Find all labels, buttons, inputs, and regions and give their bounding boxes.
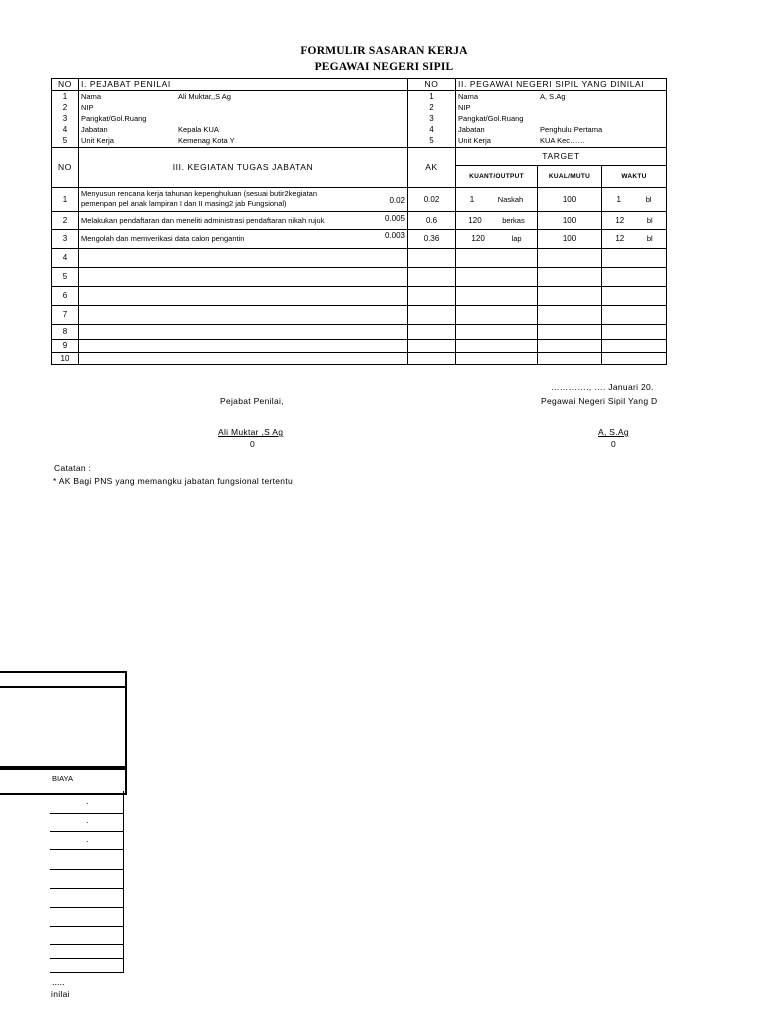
identity-row [52,113,667,124]
left-no: 2 [52,102,79,113]
right-no: 2 [408,102,456,113]
task-ak: 0.36 [408,229,456,248]
identity-row [52,91,667,103]
task-header-row [52,147,667,165]
task-row [52,211,667,229]
pns-dinilai-name: A, S.Ag [598,427,629,437]
identity-row [52,135,667,147]
task-no: 7 [52,305,79,324]
task-description: Melakukan pendaftaran dan meneliti administrasi pendaftaran nikah rujuk [81,215,325,225]
task-unit-ak: 0.02 [389,196,406,205]
task-waktu: 1 [616,194,621,204]
biaya-dot: . [86,834,89,844]
biaya-header: BIAYA [52,774,73,783]
task-no: 2 [52,211,79,229]
task-row-empty [52,339,667,352]
task-qty: 120 [468,215,482,225]
right-label: Pangkat/Gol.Ruang [458,114,524,123]
left-no: 3 [52,113,79,124]
form-title: FORMULIR SASARAN KERJA [300,45,468,57]
right-label: Unit Kerja [458,136,491,146]
identity-row [52,102,667,113]
task-no: 4 [52,248,79,267]
task-row-empty [52,305,667,324]
left-no: 4 [52,124,79,135]
fragment-body-box [0,686,127,768]
task-waktu: 12 [615,215,625,225]
pns-dinilai-role: Pegawai Negeri Sipil Yang D [541,396,658,406]
task-row-empty [52,248,667,267]
task-no: 1 [52,187,79,211]
task-waktu-unit: bl [645,194,652,204]
fragment-dinilai: inilai [51,989,70,999]
task-no: 10 [52,352,79,364]
right-label: Jabatan [458,125,485,134]
task-description: Mengolah dan memverikasi data calon pengantin [81,234,245,243]
left-no: 5 [52,135,79,147]
right-value: Penghulu Pertama [540,125,603,134]
left-label: Pangkat/Gol.Ruang [81,114,147,123]
signature-date: …………., …. Januari 20. [551,382,654,392]
left-value: Kepala KUA [178,125,219,134]
task-qty-unit: berkas [502,215,525,225]
task-no: 9 [52,339,79,352]
task-no: 5 [52,267,79,286]
task-no: 6 [52,286,79,305]
task-header-target: TARGET [456,147,667,165]
task-description-cont: pemenpan pel anak lampiran I dan II masing2 jab Fungsional) [81,199,287,208]
task-row-empty [52,267,667,286]
left-no: 1 [52,91,79,103]
sasaran-kerja-table [51,78,667,365]
task-row [52,187,667,211]
task-unit-ak: 0.005 [384,213,406,223]
notes-line: * AK Bagi PNS yang memangku jabatan fungsional tertentu [53,476,294,486]
form-subtitle: PEGAWAI NEGERI SIPIL [314,61,454,73]
header-no-right: NO [408,79,456,91]
task-ak: 0.6 [408,211,456,229]
task-mutu: 100 [538,211,602,229]
right-no: 5 [408,135,456,147]
left-value: Ali Muktar,,S Ag [178,92,231,101]
pns-dinilai-nip: 0 [611,439,617,449]
fragment-dots: ..... [52,977,65,987]
header-pejabat-penilai: I. PEJABAT PENILAI [79,79,408,91]
header-no-left: NO [52,79,79,91]
pejabat-penilai-nip: 0 [250,439,256,449]
task-qty-unit: Naskah [497,194,524,204]
header-row [52,79,667,91]
task-row-empty [52,286,667,305]
pejabat-penilai-role: Pejabat Penilai, [220,396,284,406]
task-row-empty [52,352,667,364]
task-unit-ak: 0.003 [384,231,406,240]
task-mutu: 100 [538,187,602,211]
task-header-ak: AK [408,147,456,187]
task-qty: 1 [469,194,475,204]
task-no: 3 [52,229,79,248]
left-label: Nama [81,92,102,101]
target-kual-mutu: KUAL/MUTU [538,165,602,187]
left-label: Unit Kerja [81,136,114,146]
task-header-no: NO [52,147,79,187]
header-pns-dinilai: II. PEGAWAI NEGERI SIPIL YANG DINILAI [456,79,667,91]
task-qty-unit: lap [511,234,522,243]
task-row [52,229,667,248]
task-no: 8 [52,324,79,339]
left-label: NIP [81,103,94,112]
left-label: Jabatan [81,125,108,134]
target-waktu: WAKTU [602,165,667,187]
right-value: KUA Kec…… [540,136,586,146]
task-row-empty [52,324,667,339]
identity-row [52,124,667,135]
target-kuant-output: KUANT/OUTPUT [456,165,538,187]
right-no: 3 [408,113,456,124]
task-qty: 120 [471,234,485,243]
biaya-dot: . [86,796,89,806]
task-waktu: 12 [615,234,625,243]
right-value: A, S.Ag [540,92,566,101]
task-ak: 0.02 [408,187,456,211]
left-value: Kemenag Kota Y [178,136,235,146]
right-label: NIP [458,103,471,112]
task-waktu-unit: bl [646,215,653,225]
task-description: Menyusun rencana kerja tahunan kepenghuluan (sesuai butir2kegiatan [81,189,317,198]
task-header-kegiatan: III. KEGIATAN TUGAS JABATAN [79,147,408,187]
task-waktu-unit: bl [646,234,653,243]
right-label: Nama [458,92,479,101]
right-no: 4 [408,124,456,135]
notes-heading: Catatan : [54,463,92,473]
task-mutu: 100 [538,229,602,248]
pejabat-penilai-name: Ali Muktar ,S Ag [218,427,284,437]
biaya-dot: . [86,815,89,825]
right-no: 1 [408,91,456,103]
